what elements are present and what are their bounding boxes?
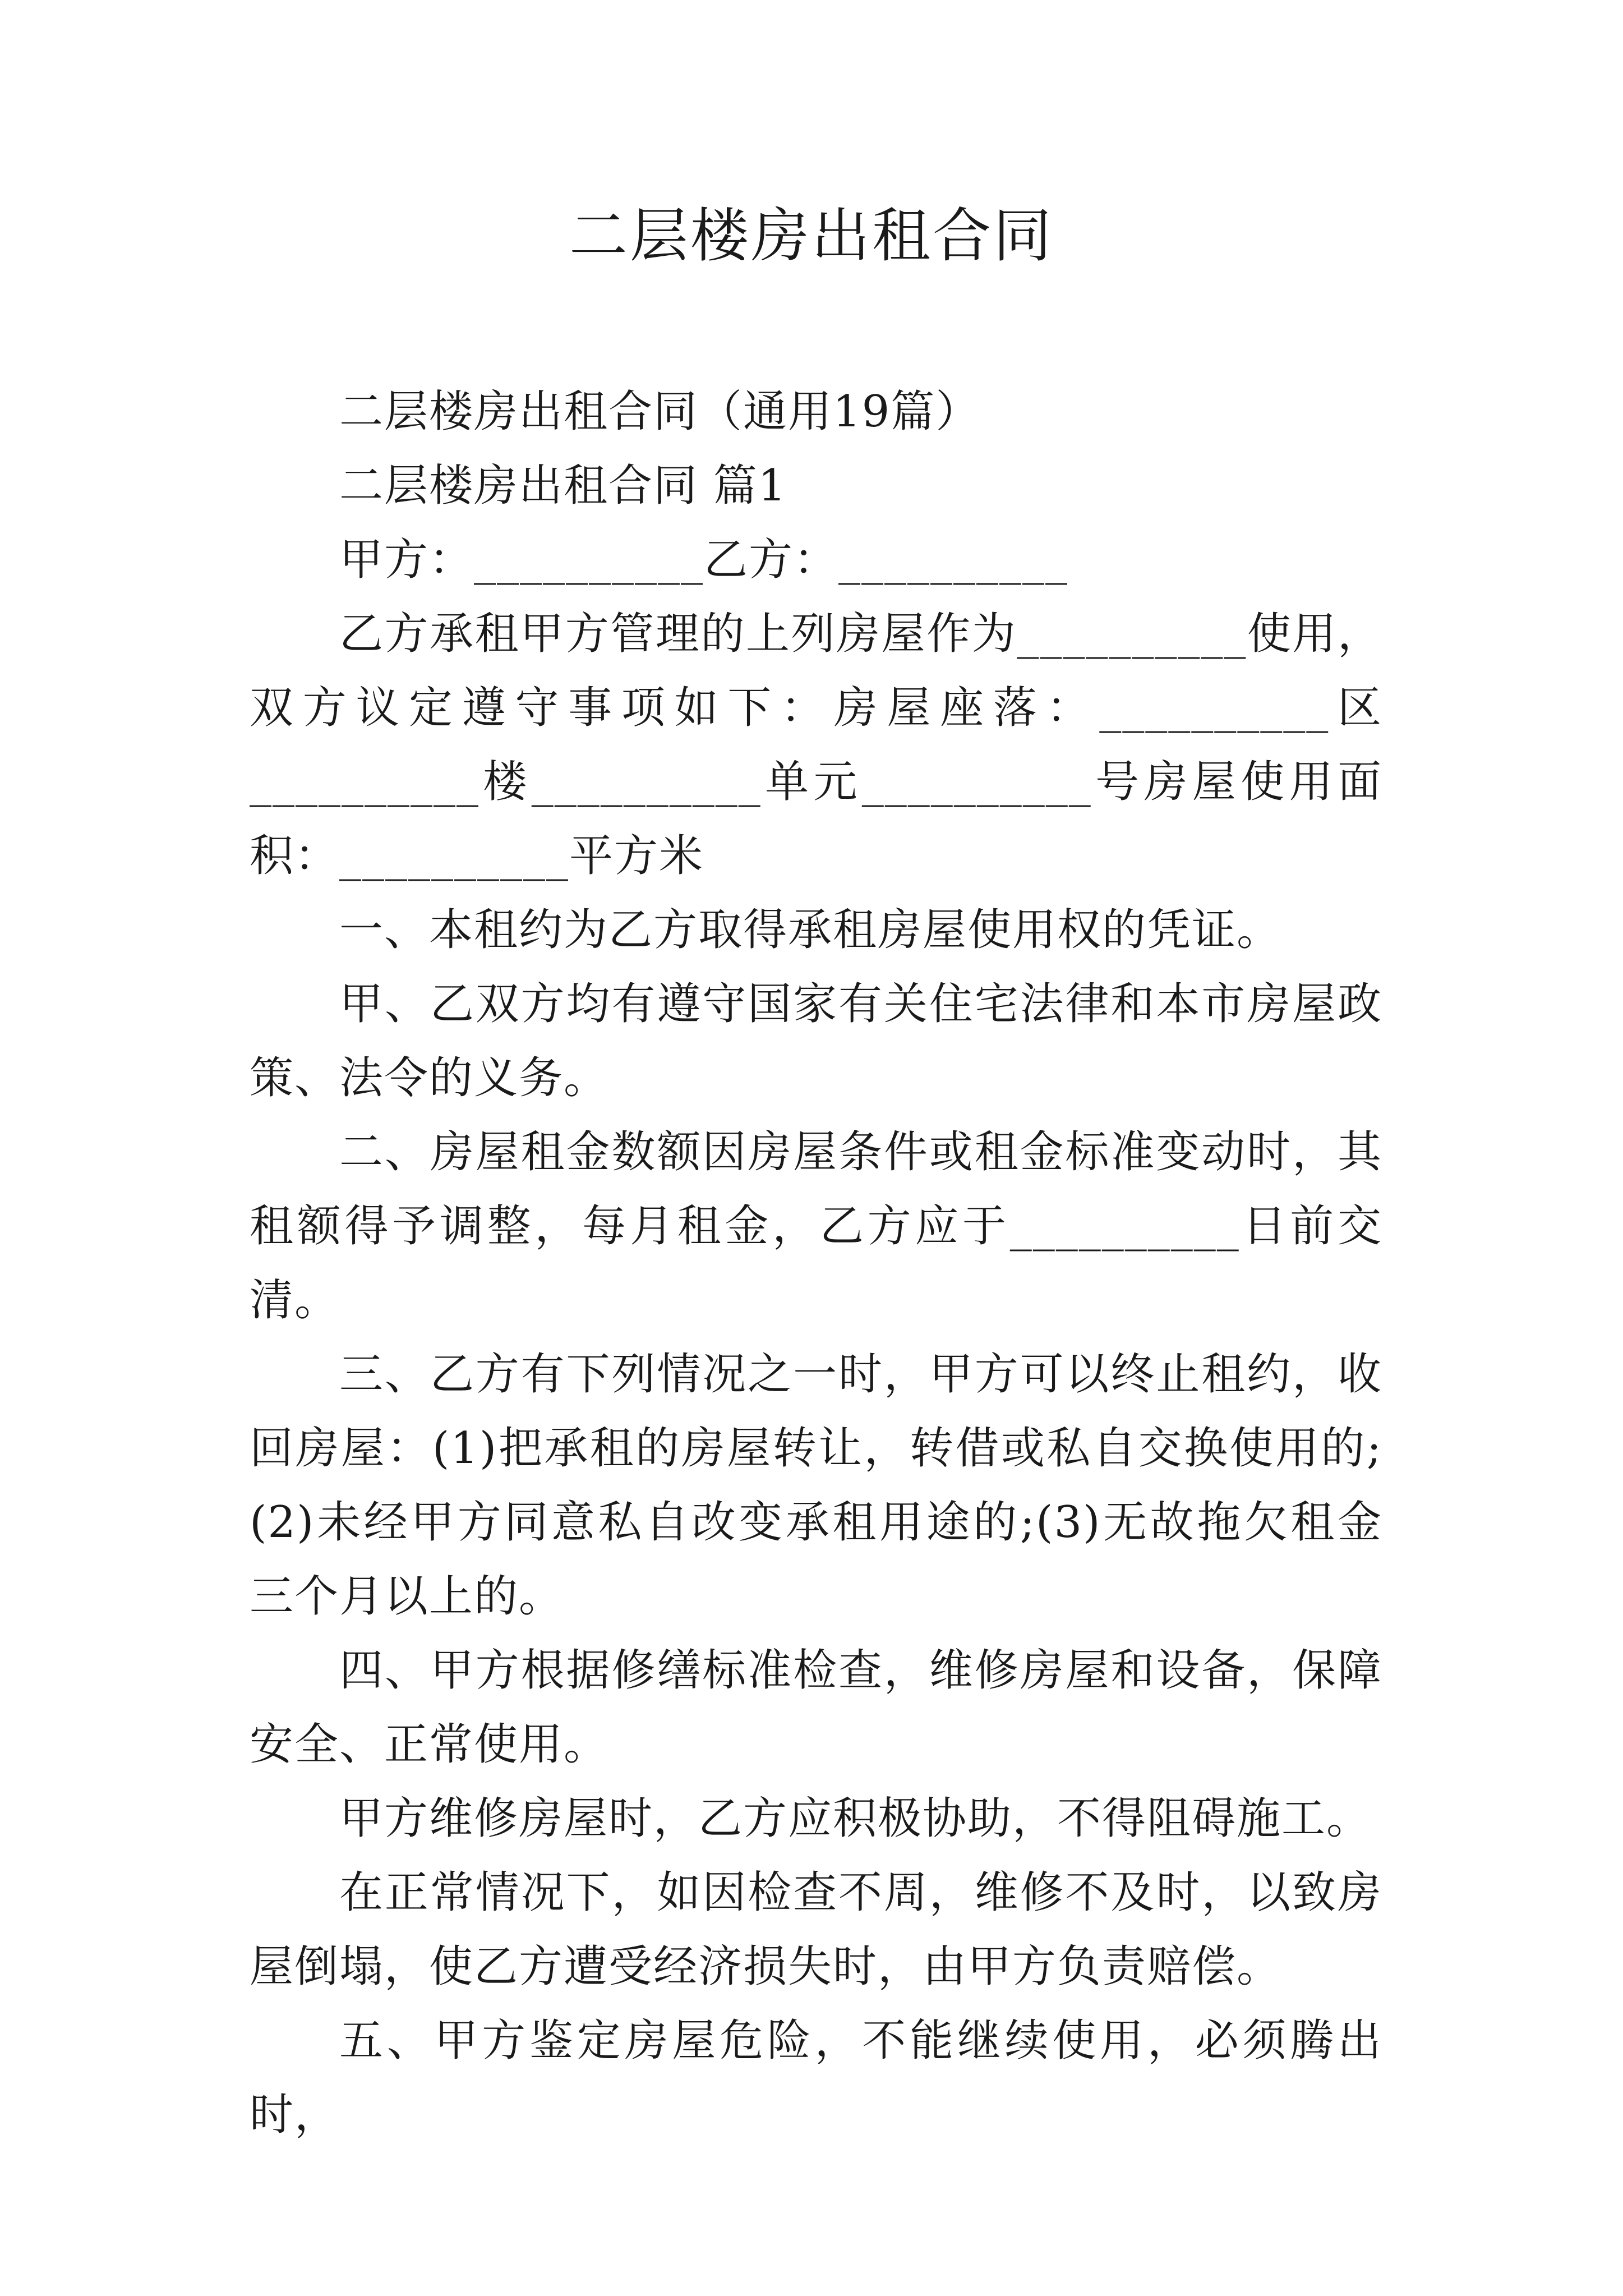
paragraph-parties: 甲方：__________乙方：__________	[339, 535, 1069, 585]
paragraph-clause-5: 五、甲方鉴定房屋危险，不能继续使用，必须腾出时，	[250, 2016, 1382, 2140]
paragraph-section-heading: 二层楼房出租合同 篇1	[339, 461, 787, 511]
paragraph-clause-1: 一、本租约为乙方取得承租房屋使用权的凭证。	[339, 905, 1282, 955]
paragraph-clause-4-cooperation: 甲方维修房屋时，乙方应积极协助，不得阻碍施工。	[339, 1793, 1372, 1844]
paragraph-premises: 乙方承租甲方管理的上列房屋作为__________使用，双方议定遵守事项如下：房屋座落：__________区__________楼__________单元__________号房屋使用面积：__________平方米	[250, 609, 1382, 881]
paragraph-subtitle: 二层楼房出租合同（通用19篇）	[339, 386, 981, 437]
paragraph-clause-4-liability: 在正常情况下，如因检查不周，维修不及时，以致房屋倒塌，使乙方遭受经济损失时，由甲方负责赔偿。	[250, 1867, 1382, 1992]
paragraph-clause-2: 二、房屋租金数额因房屋条件或租金标准变动时，其租额得予调整，每月租金，乙方应于__________日前交清。	[250, 1127, 1382, 1326]
document-body	[250, 375, 1382, 2152]
paragraph-clause-4: 四、甲方根据修缮标准检查，维修房屋和设备，保障安全、正常使用。	[250, 1645, 1382, 1770]
paragraph-clause-1-obligations: 甲、乙双方均有遵守国家有关住宅法律和本市房屋政策、法令的义务。	[250, 979, 1382, 1103]
document-title: 二层楼房出租合同	[569, 201, 1054, 270]
paragraph-clause-3: 三、乙方有下列情况之一时，甲方可以终止租约，收回房屋：(1)把承租的房屋转让，转借或私自交换使用的;(2)未经甲方同意私自改变承租用途的;(3)无故拖欠租金三个月以上的。	[250, 1349, 1382, 1622]
